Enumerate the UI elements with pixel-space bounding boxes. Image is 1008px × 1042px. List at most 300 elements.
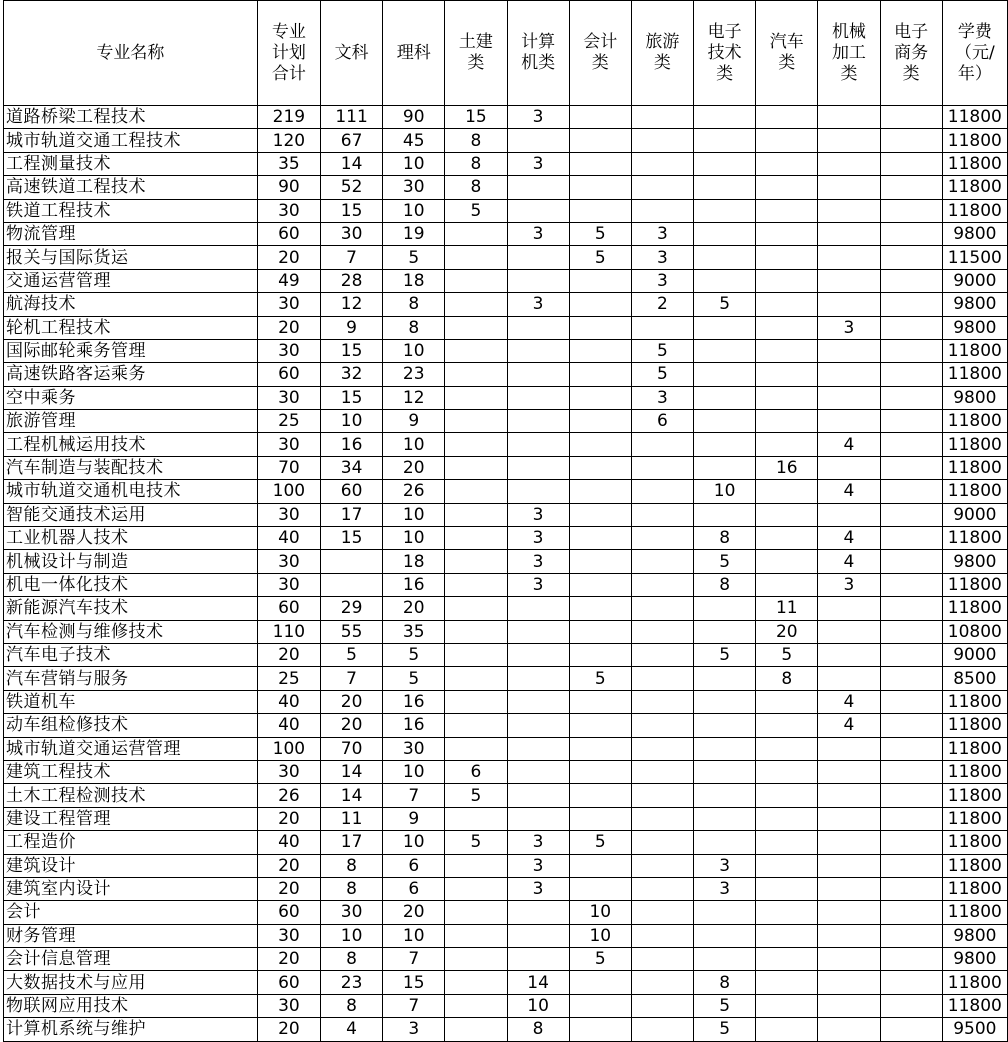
table-cell: 8 [383, 316, 445, 339]
table-row [4, 199, 1008, 222]
table-cell: 20 [756, 620, 818, 643]
table-cell: 10800 [942, 620, 1007, 643]
table-row [4, 737, 1008, 760]
column-header [818, 1, 880, 106]
table-cell [445, 246, 507, 269]
table-cell: 4 [818, 550, 880, 573]
major-name-cell: 旅游管理 [4, 410, 258, 433]
table-cell [631, 199, 693, 222]
table-cell: 6 [383, 877, 445, 900]
table-cell: 26 [383, 480, 445, 503]
table-cell: 10 [383, 760, 445, 783]
table-cell [507, 784, 569, 807]
table-cell [880, 527, 942, 550]
table-cell: 3 [507, 573, 569, 596]
table-cell [880, 1018, 942, 1041]
major-name-cell: 城市轨道交通运营管理 [4, 737, 258, 760]
table-cell: 15 [320, 386, 382, 409]
table-cell [880, 948, 942, 971]
table-cell: 9 [383, 807, 445, 830]
table-cell [880, 386, 942, 409]
table-cell: 30 [257, 924, 320, 947]
table-cell [631, 433, 693, 456]
major-name-cell: 动车组检修技术 [4, 714, 258, 737]
table-cell: 5 [320, 643, 382, 666]
major-name-cell: 建筑室内设计 [4, 877, 258, 900]
table-row [4, 831, 1008, 854]
table-cell [569, 807, 631, 830]
table-cell: 5 [569, 246, 631, 269]
table-cell: 3 [507, 222, 569, 245]
table-cell [818, 386, 880, 409]
table-cell: 60 [320, 480, 382, 503]
table-cell: 30 [257, 433, 320, 456]
table-cell: 70 [257, 456, 320, 479]
table-cell [445, 316, 507, 339]
table-cell [818, 246, 880, 269]
table-row [4, 246, 1008, 269]
table-cell [631, 854, 693, 877]
major-name-cell: 汽车检测与维修技术 [4, 620, 258, 643]
table-cell [631, 152, 693, 175]
column-header-line: 计算 [521, 32, 556, 52]
table-cell: 9000 [942, 643, 1007, 666]
table-cell [756, 222, 818, 245]
table-cell: 7 [383, 994, 445, 1017]
table-cell: 15 [320, 199, 382, 222]
table-cell [756, 994, 818, 1017]
table-cell [445, 714, 507, 737]
column-header-line: 会计 [583, 32, 618, 52]
table-cell: 120 [257, 129, 320, 152]
table-cell: 11800 [942, 176, 1007, 199]
table-cell [756, 760, 818, 783]
major-name-cell: 城市轨道交通机电技术 [4, 480, 258, 503]
table-row [4, 620, 1008, 643]
major-name-cell: 报关与国际货运 [4, 246, 258, 269]
table-cell: 219 [257, 106, 320, 129]
major-name-cell: 高速铁道工程技术 [4, 176, 258, 199]
table-cell [756, 152, 818, 175]
table-cell [631, 550, 693, 573]
table-cell: 5 [383, 667, 445, 690]
table-cell: 10 [383, 199, 445, 222]
column-header [569, 1, 631, 106]
table-cell [694, 948, 756, 971]
table-cell [756, 901, 818, 924]
major-name-cell: 汽车电子技术 [4, 643, 258, 666]
table-cell: 3 [383, 1018, 445, 1041]
column-header [383, 1, 445, 106]
table-cell [445, 994, 507, 1017]
table-cell [818, 807, 880, 830]
table-cell: 6 [445, 760, 507, 783]
table-cell: 20 [257, 948, 320, 971]
table-cell [569, 339, 631, 362]
table-row [4, 784, 1008, 807]
table-cell: 70 [320, 737, 382, 760]
table-cell [694, 199, 756, 222]
table-cell: 10 [383, 924, 445, 947]
table-cell: 11800 [942, 433, 1007, 456]
table-cell: 20 [257, 1018, 320, 1041]
table-cell [631, 573, 693, 596]
table-cell: 49 [257, 269, 320, 292]
table-cell: 11800 [942, 901, 1007, 924]
table-cell [880, 760, 942, 783]
table-cell [445, 597, 507, 620]
table-cell [756, 410, 818, 433]
table-cell [694, 106, 756, 129]
table-cell [569, 550, 631, 573]
table-cell: 40 [257, 690, 320, 713]
table-cell [880, 784, 942, 807]
table-cell [507, 129, 569, 152]
table-cell [818, 760, 880, 783]
table-cell [818, 784, 880, 807]
table-row [4, 503, 1008, 526]
table-cell: 11800 [942, 854, 1007, 877]
column-header [445, 1, 507, 106]
table-cell [445, 971, 507, 994]
table-row [4, 480, 1008, 503]
column-header [756, 1, 818, 106]
table-row [4, 1018, 1008, 1041]
table-cell [445, 667, 507, 690]
table-cell [694, 433, 756, 456]
table-cell [569, 760, 631, 783]
table-cell [818, 1018, 880, 1041]
table-cell: 8 [320, 994, 382, 1017]
table-cell: 11800 [942, 877, 1007, 900]
column-header-line: 类 [716, 63, 734, 84]
table-cell: 9800 [942, 293, 1007, 316]
table-cell [445, 222, 507, 245]
table-cell [631, 901, 693, 924]
table-cell: 2 [631, 293, 693, 316]
major-name-cell: 财务管理 [4, 924, 258, 947]
table-cell: 35 [383, 620, 445, 643]
table-cell [818, 456, 880, 479]
table-cell: 3 [694, 854, 756, 877]
table-cell: 14 [507, 971, 569, 994]
table-row [4, 433, 1008, 456]
table-cell: 30 [320, 901, 382, 924]
major-name-cell: 铁道机车 [4, 690, 258, 713]
table-cell [756, 807, 818, 830]
table-row [4, 106, 1008, 129]
table-cell: 3 [818, 316, 880, 339]
table-cell [818, 199, 880, 222]
table-cell: 60 [257, 901, 320, 924]
table-cell [880, 176, 942, 199]
table-cell [694, 269, 756, 292]
table-cell [445, 924, 507, 947]
table-cell: 20 [320, 690, 382, 713]
table-cell [569, 737, 631, 760]
table-cell [569, 714, 631, 737]
table-cell [818, 269, 880, 292]
major-name-cell: 物流管理 [4, 222, 258, 245]
major-name-cell: 工程造价 [4, 831, 258, 854]
table-cell [569, 620, 631, 643]
table-cell [880, 152, 942, 175]
major-name-cell: 航海技术 [4, 293, 258, 316]
table-cell [880, 433, 942, 456]
table-cell [445, 293, 507, 316]
table-cell [507, 901, 569, 924]
table-cell [880, 550, 942, 573]
table-cell [880, 643, 942, 666]
table-cell: 30 [257, 199, 320, 222]
table-cell [445, 877, 507, 900]
table-cell: 5 [383, 643, 445, 666]
table-cell [694, 807, 756, 830]
table-cell [756, 176, 818, 199]
table-row [4, 573, 1008, 596]
table-cell: 3 [507, 550, 569, 573]
table-cell [818, 222, 880, 245]
table-cell: 11800 [942, 152, 1007, 175]
table-cell [694, 410, 756, 433]
table-cell [507, 737, 569, 760]
table-cell: 30 [383, 737, 445, 760]
table-cell [818, 924, 880, 947]
table-row [4, 152, 1008, 175]
table-cell: 9800 [942, 948, 1007, 971]
table-cell: 9800 [942, 550, 1007, 573]
table-cell [445, 480, 507, 503]
table-cell [694, 737, 756, 760]
table-cell [507, 807, 569, 830]
table-cell: 9000 [942, 269, 1007, 292]
column-header-line: 学费 [957, 21, 992, 42]
table-cell [507, 199, 569, 222]
table-cell [694, 760, 756, 783]
table-cell [445, 620, 507, 643]
table-cell [694, 339, 756, 362]
major-name-cell: 工程机械运用技术 [4, 433, 258, 456]
table-cell: 11800 [942, 784, 1007, 807]
table-cell: 35 [257, 152, 320, 175]
table-cell: 60 [257, 363, 320, 386]
table-cell: 11800 [942, 714, 1007, 737]
table-cell [507, 456, 569, 479]
table-cell: 11 [756, 597, 818, 620]
table-cell [631, 714, 693, 737]
table-cell [880, 480, 942, 503]
table-cell [445, 948, 507, 971]
table-cell: 60 [257, 597, 320, 620]
table-cell [569, 877, 631, 900]
column-header-line: 机类 [521, 53, 556, 73]
table-cell: 5 [694, 550, 756, 573]
table-cell: 20 [383, 597, 445, 620]
table-cell [694, 503, 756, 526]
table-cell [507, 176, 569, 199]
table-cell [818, 737, 880, 760]
major-name-cell: 机电一体化技术 [4, 573, 258, 596]
column-header-line: 理科 [396, 42, 431, 63]
table-row [4, 948, 1008, 971]
major-name-cell: 国际邮轮乘务管理 [4, 339, 258, 362]
table-cell: 3 [631, 386, 693, 409]
table-cell: 8 [756, 667, 818, 690]
table-cell: 3 [694, 877, 756, 900]
table-row [4, 269, 1008, 292]
table-cell [756, 831, 818, 854]
table-row [4, 760, 1008, 783]
table-cell [507, 667, 569, 690]
table-cell: 11800 [942, 129, 1007, 152]
table-cell: 40 [257, 527, 320, 550]
table-cell: 20 [257, 854, 320, 877]
column-header-line: 合计 [271, 63, 306, 84]
table-cell: 100 [257, 737, 320, 760]
major-name-cell: 会计信息管理 [4, 948, 258, 971]
table-cell: 11800 [942, 199, 1007, 222]
table-cell: 3 [631, 222, 693, 245]
table-row [4, 339, 1008, 362]
table-cell [507, 339, 569, 362]
table-cell: 11 [320, 807, 382, 830]
major-name-cell: 工程测量技术 [4, 152, 258, 175]
table-cell: 16 [383, 714, 445, 737]
table-cell [880, 316, 942, 339]
table-cell [880, 737, 942, 760]
table-cell: 16 [756, 456, 818, 479]
column-header-line: 技术 [707, 42, 742, 63]
column-header-line: （元/ [954, 42, 995, 63]
table-cell: 30 [320, 222, 382, 245]
column-header-line: 商务 [894, 42, 929, 63]
table-cell [507, 924, 569, 947]
column-header-line: 汽车 [769, 32, 804, 52]
table-cell [631, 597, 693, 620]
table-row [4, 971, 1008, 994]
table-cell [569, 994, 631, 1017]
table-cell [818, 363, 880, 386]
major-name-cell: 工业机器人技术 [4, 527, 258, 550]
table-cell: 40 [257, 831, 320, 854]
table-cell: 16 [320, 433, 382, 456]
table-cell [880, 129, 942, 152]
table-cell [880, 620, 942, 643]
table-cell: 10 [694, 480, 756, 503]
table-cell: 9500 [942, 1018, 1007, 1041]
table-row [4, 316, 1008, 339]
table-cell [445, 410, 507, 433]
table-cell: 3 [507, 106, 569, 129]
table-cell: 90 [257, 176, 320, 199]
table-cell [818, 129, 880, 152]
table-cell: 5 [445, 199, 507, 222]
table-cell [507, 433, 569, 456]
table-cell: 5 [756, 643, 818, 666]
table-cell: 8 [694, 527, 756, 550]
table-row [4, 176, 1008, 199]
table-cell [756, 854, 818, 877]
column-header-line: 专业名称 [96, 42, 165, 63]
table-cell [694, 597, 756, 620]
table-cell: 6 [383, 854, 445, 877]
table-cell [880, 971, 942, 994]
table-cell: 17 [320, 503, 382, 526]
table-cell: 8 [507, 1018, 569, 1041]
table-cell [756, 316, 818, 339]
table-cell [880, 831, 942, 854]
table-cell [507, 597, 569, 620]
table-row [4, 363, 1008, 386]
column-header-line: 电子 [894, 21, 929, 42]
column-header-line: 计划 [271, 42, 306, 63]
table-cell [569, 129, 631, 152]
table-cell: 5 [694, 1018, 756, 1041]
table-cell: 60 [257, 971, 320, 994]
table-cell: 8 [320, 854, 382, 877]
column-header [694, 1, 756, 106]
column-header-line: 类 [591, 53, 609, 73]
table-cell [694, 620, 756, 643]
table-cell [569, 410, 631, 433]
table-cell [631, 737, 693, 760]
table-cell: 20 [257, 807, 320, 830]
table-cell: 5 [631, 339, 693, 362]
major-name-cell: 会计 [4, 901, 258, 924]
table-cell: 10 [383, 831, 445, 854]
table-cell [445, 901, 507, 924]
table-cell [445, 386, 507, 409]
table-cell [818, 667, 880, 690]
table-cell: 8500 [942, 667, 1007, 690]
table-cell: 11800 [942, 597, 1007, 620]
table-cell [569, 784, 631, 807]
table-cell [445, 363, 507, 386]
table-cell: 11800 [942, 760, 1007, 783]
table-cell: 30 [257, 550, 320, 573]
table-cell: 4 [818, 480, 880, 503]
table-cell [694, 222, 756, 245]
table-cell: 3 [507, 152, 569, 175]
table-cell [756, 573, 818, 596]
table-cell [445, 573, 507, 596]
column-header [880, 1, 942, 106]
table-cell [694, 714, 756, 737]
table-cell [445, 456, 507, 479]
table-cell: 30 [257, 293, 320, 316]
table-cell [880, 597, 942, 620]
table-cell [756, 363, 818, 386]
table-cell [569, 643, 631, 666]
table-cell [445, 433, 507, 456]
table-cell: 11800 [942, 339, 1007, 362]
table-cell [880, 690, 942, 713]
table-cell: 10 [320, 924, 382, 947]
table-cell [507, 410, 569, 433]
table-cell: 5 [694, 293, 756, 316]
table-cell [818, 503, 880, 526]
table-cell: 10 [383, 152, 445, 175]
table-cell [631, 784, 693, 807]
table-cell [631, 503, 693, 526]
table-cell [880, 901, 942, 924]
major-name-cell: 机械设计与制造 [4, 550, 258, 573]
table-cell: 3 [507, 293, 569, 316]
table-row [4, 597, 1008, 620]
major-name-cell: 建设工程管理 [4, 807, 258, 830]
table-cell [569, 152, 631, 175]
column-header-line: 专业 [271, 21, 306, 42]
